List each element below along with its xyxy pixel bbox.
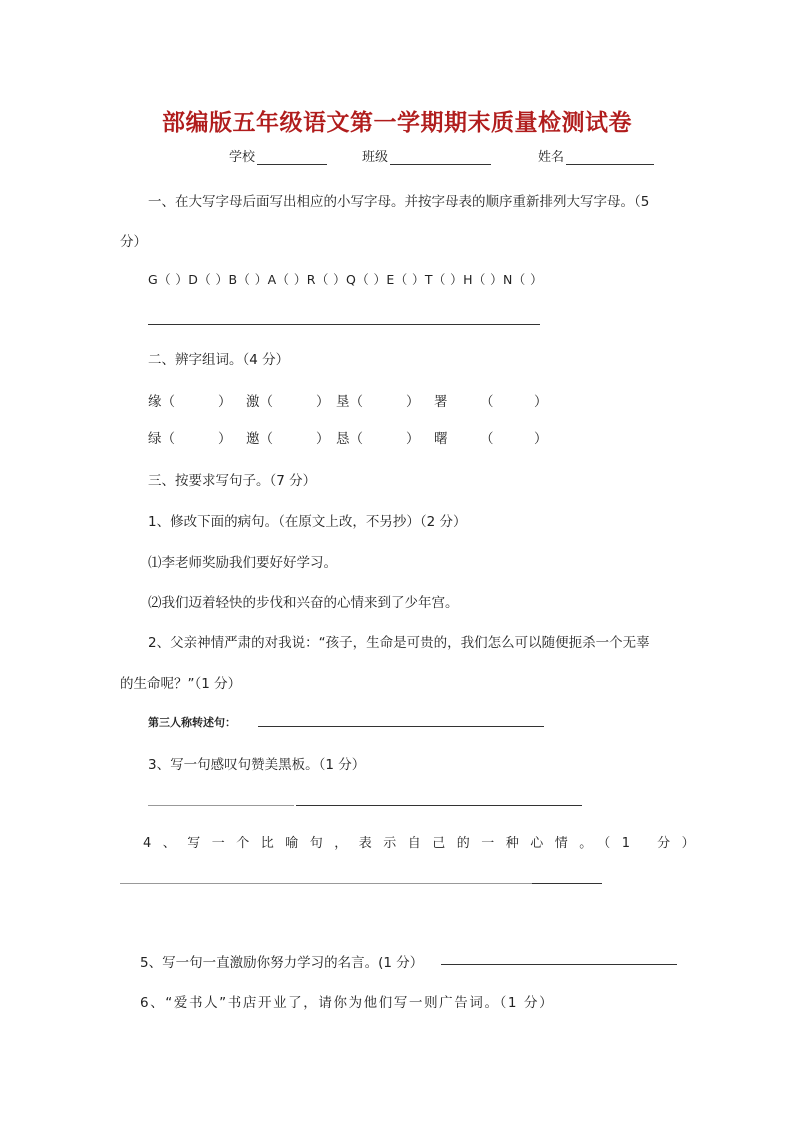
school-label: 学校 bbox=[229, 150, 256, 165]
q2-r1-c4: ） bbox=[316, 394, 330, 410]
name-blank[interactable] bbox=[566, 150, 654, 165]
q3-sub6: 6、“爱书人”书店开业了，请你为他们写一则广告词。（1 分） bbox=[140, 995, 555, 1011]
q3-sub1-a: ⑴李老师奖励我们要好好学习。 bbox=[148, 555, 337, 571]
q3-sub3-answer-line-a[interactable] bbox=[148, 805, 294, 806]
q3-sub2-answer-line[interactable] bbox=[258, 726, 544, 727]
q2-r2-c7: 曙 bbox=[434, 431, 448, 447]
school-blank[interactable] bbox=[257, 150, 327, 165]
q1-instruction: 一、在大写字母后面写出相应的小写字母。并按字母表的顺序重新排列大写字母。（5 bbox=[148, 194, 650, 210]
q3-sub4: 4、写一个比喻句，表示自己的一种心情。（1 分） bbox=[143, 836, 707, 851]
q3-heading: 三、按要求写句子。（7 分） bbox=[148, 473, 317, 489]
q2-r1-c8: （ bbox=[480, 394, 494, 410]
class-label: 班级 bbox=[362, 150, 389, 165]
q1-answer-line[interactable] bbox=[148, 324, 540, 325]
q2-r2-c1: 绿（ bbox=[148, 431, 175, 447]
q2-r1-c2: ） bbox=[218, 394, 232, 410]
q2-r2-c4: ） bbox=[316, 431, 330, 447]
q3-sub3-answer-line-b[interactable] bbox=[296, 805, 582, 806]
name-field[interactable] bbox=[538, 146, 654, 165]
q2-r1-c5: 垦（ bbox=[336, 394, 363, 410]
q3-sub1: 1、修改下面的病句。（在原文上改，不另抄）（2 分） bbox=[148, 514, 467, 530]
q1-letters: G（ ）D（ ）B（ ）A（ ）R（ ）Q（ ）E（ ）T（ ）H（ ）N（ ） bbox=[148, 272, 543, 287]
q2-r1-c7: 署 bbox=[434, 394, 448, 410]
q2-r1-c3: 激（ bbox=[246, 394, 273, 410]
q3-sub3: 3、写一句感叹句赞美黑板。（1 分） bbox=[148, 757, 366, 773]
q2-r2-c6: ） bbox=[406, 431, 420, 447]
q2-r2-c2: ） bbox=[218, 431, 232, 447]
q2-r2-c5: 恳（ bbox=[336, 431, 363, 447]
q2-r1-c9: ） bbox=[534, 394, 548, 410]
q1-instruction-cont: 分） bbox=[120, 234, 147, 250]
school-field[interactable] bbox=[229, 146, 327, 165]
q3-sub2-cont: 的生命呢？”（1 分） bbox=[120, 676, 242, 692]
q3-sub5: 5、写一句一直激励你努力学习的名言。(1 分） bbox=[140, 955, 424, 971]
q3-sub4-answer-line-a[interactable] bbox=[120, 883, 532, 884]
page-title: 部编版五年级语文第一学期期末质量检测试卷 bbox=[162, 109, 632, 136]
name-label: 姓名 bbox=[538, 150, 565, 165]
class-field[interactable] bbox=[362, 146, 491, 165]
class-blank[interactable] bbox=[390, 150, 491, 165]
q3-sub4-answer-line-b[interactable] bbox=[532, 883, 602, 884]
q2-r2-c9: ） bbox=[534, 431, 548, 447]
q2-r2-c8: （ bbox=[480, 431, 494, 447]
q3-sub1-b: ⑵我们迈着轻快的步伐和兴奋的心情来到了少年宫。 bbox=[148, 595, 459, 611]
q2-r1-c6: ） bbox=[406, 394, 420, 410]
q3-sub2: 2、父亲神情严肃的对我说：“孩子，生命是可贵的，我们怎么可以随便扼杀一个无辜 bbox=[148, 635, 650, 651]
q2-r1-c1: 缘（ bbox=[148, 394, 175, 410]
q2-heading: 二、辨字组词。（4 分） bbox=[148, 352, 290, 368]
q3-sub2-prompt: 第三人称转述句： bbox=[148, 716, 236, 729]
q2-r2-c3: 邀（ bbox=[246, 431, 273, 447]
q3-sub5-answer-line[interactable] bbox=[441, 964, 677, 965]
